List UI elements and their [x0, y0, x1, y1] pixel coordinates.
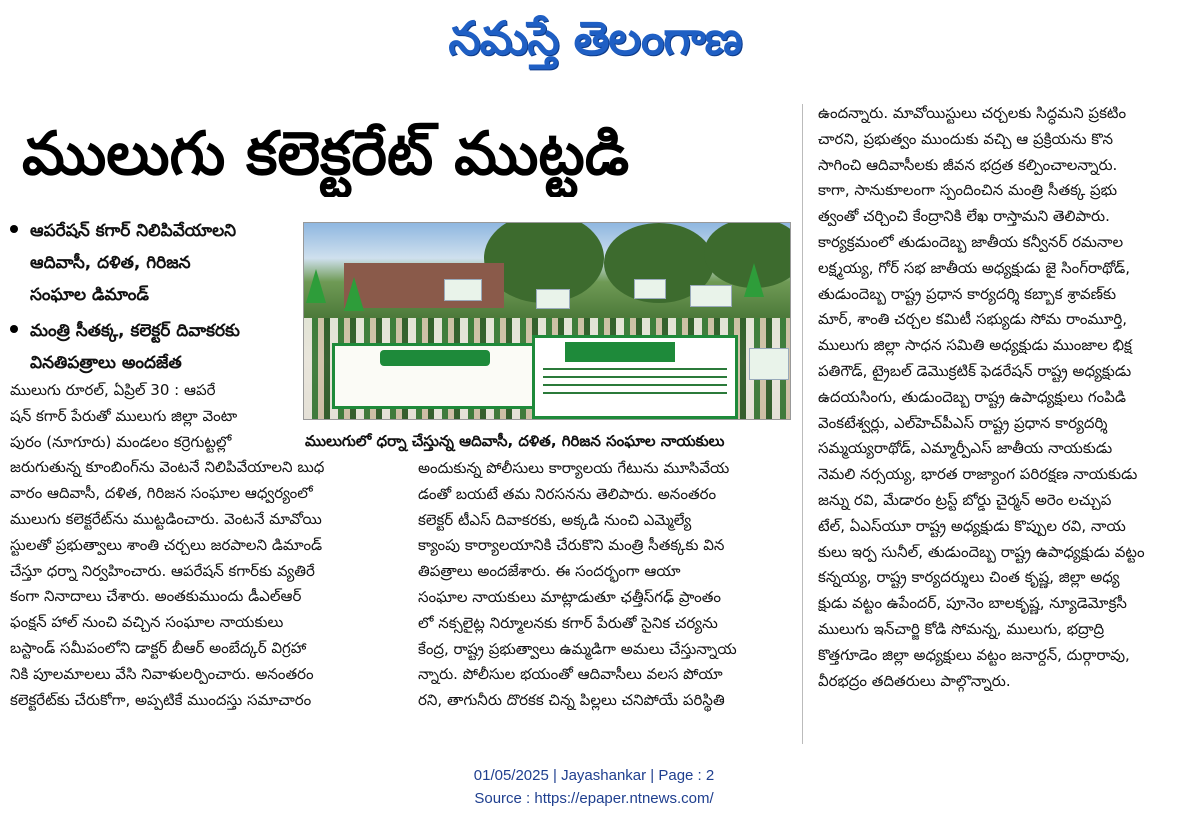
- photo-banner-title: [380, 350, 490, 366]
- photo-banner-title: [565, 342, 675, 362]
- headline: ములుగు కలెక్టరేట్‌ ముట్టడి: [22, 119, 630, 189]
- photo-placard: [536, 289, 570, 309]
- footer-date-page: 01/05/2025 | Jayashankar | Page : 2: [473, 767, 715, 784]
- photo-placard: [690, 285, 732, 307]
- photo-flag: [344, 277, 364, 311]
- bullet-item: [8, 215, 298, 311]
- footer-source: Source : https://epaper.ntnews.com/: [474, 790, 714, 807]
- article-column-3: ఉందన్నారు. మావోయిస్టులు చర్చలకు సిద్ధమని ప్రకటిం చారని, ప్రభుత్వం ముందుకు వచ్చి ఆ ప్రక్రియను కొన సాగించి ఆదివాసీలకు జీవన భద్రత కల్పించాలన్నారు. కాగా, సానుకూలంగా స్పందించిన మంత్రి సీతక్క ప్రభు త్వంతో చర్చించి కేంద్రానికి లేఖ రాస్తామని తెలిపారు. కార్యక్రమంలో తుడుందెబ్బ జాతీయ కన్వీనర్‌ రమనాల లక్ష్మయ్య, గోర్‌ సభ జాతీయ అధ్యక్షుడు జై సింగ్‌రాథోడ్‌, తుడుందెబ్బ రాష్ట్ర ప్రధాన కార్యదర్శి కబ్బాక శ్రావణ్‌కు మార్‌, శాంతి చర్చల కమిటీ సభ్యుడు సోమ రాంమూర్తి, ములుగు జిల్లా సాధన సమితి అధ్యక్షుడు ముంజాల భిక్ష పతిగౌడ్‌, ట్రైబల్‌ డెమొక్రటిక్‌ ఫెడరేషన్‌ రాష్ట్ర అధ్యక్షుడు ఉదయసింగు, తుడుందెబ్బ రాష్ట్ర ఉపాధ్యక్షులు గంపిడి వెంకటేశ్వర్లు, ఎల్‌హెచ్‌పీఎస్‌ రాష్ట్ర ప్రధాన కార్యదర్శి సమ్మయ్యరాథోడ్‌, ఎమ్మార్పీఎస్‌ జాతీయ నాయకుడు నెమలి నర్సయ్య, భారత రాజ్యాంగ పరిరక్షణ నాయకుడు జన్ను రవి, మేడారం ట్రస్ట్‌ బోర్డు చైర్మన్‌ అరెం లచ్చుప టేల్‌, ఏఎస్‌యూ రాష్ట్ర అధ్యక్షుడు కొప్పుల రవి, నాయ కులు ఇర్ప సునీల్‌, తుడుందెబ్బ రాష్ట్ర ఉపాధ్యక్షుడు వట్టం కన్నయ్య, రాష్ట్ర కార్యదర్శులు చింత కృష్ణ, జిల్లా అధ్య క్షుడు వట్టం ఉపేందర్‌, పూనెం బాలకృష్ణ, న్యూడెమోక్రసీ ములుగు ఇన్‌చార్జి కోడి సోమన్న, ములుగు, భద్రాద్రి కొత్తగూడెం జిల్లా అధ్యక్షులు వట్టం జనార్దన్‌, దుర్గారావు, వీరభద్రం తదితరులు పాల్గొన్నారు.: [818, 104, 1145, 690]
- bullet-item: [8, 315, 298, 379]
- photo-banner-text: [543, 368, 727, 398]
- photo-placard: [444, 279, 482, 301]
- bullet-dot-icon: [10, 225, 18, 233]
- photo-placard: [634, 279, 666, 299]
- subheading-bullets: [8, 215, 298, 383]
- photo-flag: [744, 263, 764, 297]
- photo-placard: [749, 348, 789, 380]
- article-column-2: అందుకున్న పోలీసులు కార్యాలయ గేటును మూసివేయ డంతో బయటే తమ నిరసనను తెలిపారు. అనంతరం కలెక్టర్‌ టీఎస్‌ దివాకరకు, అక్కడి నుంచి ఎమ్మెల్యే క్యాంపు కార్యాలయానికి చేరుకొని మంత్రి సీతక్కకు విన తిపత్రాలు అందజేశారు. ఈ సందర్భంగా ఆయా సంఘాల నాయకులు మాట్లాడుతూ ఛత్తీస్‌గఢ్‌ ప్రాంతం లో నక్సలైట్ల నిర్మూలనకు కగార్‌ పేరుతో సైనిక చర్యను కేంద్ర, రాష్ట్ర ప్రభుత్వాలు ఉమ్మడిగా అమలు చేస్తున్నాయ న్నారు. పోలీసుల భయంతో ఆదివాసీలు వలస పోయా రని, తాగునీరు దొరకక చిన్న పిల్లలు చనిపోయే పరిస్థితి: [418, 459, 737, 710]
- bullet-dot-icon: [10, 325, 18, 333]
- article-column-1: ములుగు రూరల్‌, ఏప్రిల్‌ 30 : ఆపరే షన్‌ కగార్‌ పేరుతో ములుగు జిల్లా వెంటా పురం (నూగూరు) మండలం కర్రెగుట్టల్లో జరుగుతున్న కూంబింగ్‌ను వెంటనే నిలిపివేయాలని బుధ వారం ఆదివాసీ, దళిత, గిరిజన సంఘాల ఆధ్వర్యంలో ములుగు కలెక్టరేట్‌ను ముట్టడించారు. వెంటనే మావోయి స్టులతో ప్రభుత్వాలు శాంతి చర్చలు జరపాలని డిమాండ్‌ చేస్తూ ధర్నా నిర్వహించారు. ఆపరేషన్‌ కగార్‌కు వ్యతిరే కంగా నినాదాలు చేశారు. అంతకుముందు డీఎల్‌ఆర్‌ ఫంక్షన్‌ హాల్‌ నుంచి వచ్చిన సంఘాల నాయకులు బస్టాండ్‌ సమీపంలోని డాక్టర్‌ బీఆర్‌ అంబేద్కర్‌ విగ్రహా నికి పూలమాలలు వేసి నివాళులర్పించారు. అనంతరం కలెక్టరేట్‌కు చేరుకోగా, అప్పటికే ముందస్తు సమాచారం: [10, 381, 325, 709]
- masthead-logo: నమస్తే తెలంగాణ: [448, 11, 742, 65]
- photo-caption: ములుగులో ధర్నా చేస్తున్న ఆదివాసీ, దళిత, గిరిజన సంఘాల నాయకులు: [305, 432, 725, 450]
- photo-flag: [306, 269, 326, 303]
- bullet-text: ఆపరేషన్‌ కగార్‌ నిలిపివేయాలని ఆదివాసీ, దళిత, గిరిజన సంఘాల డిమాండ్‌: [30, 221, 237, 305]
- column-divider: [802, 104, 803, 744]
- bullet-text: మంత్రి సీతక్క, కలెక్టర్‌ దివాకరకు వినతిపత్రాలు అందజేత: [30, 321, 240, 373]
- photo-banner: [532, 335, 738, 419]
